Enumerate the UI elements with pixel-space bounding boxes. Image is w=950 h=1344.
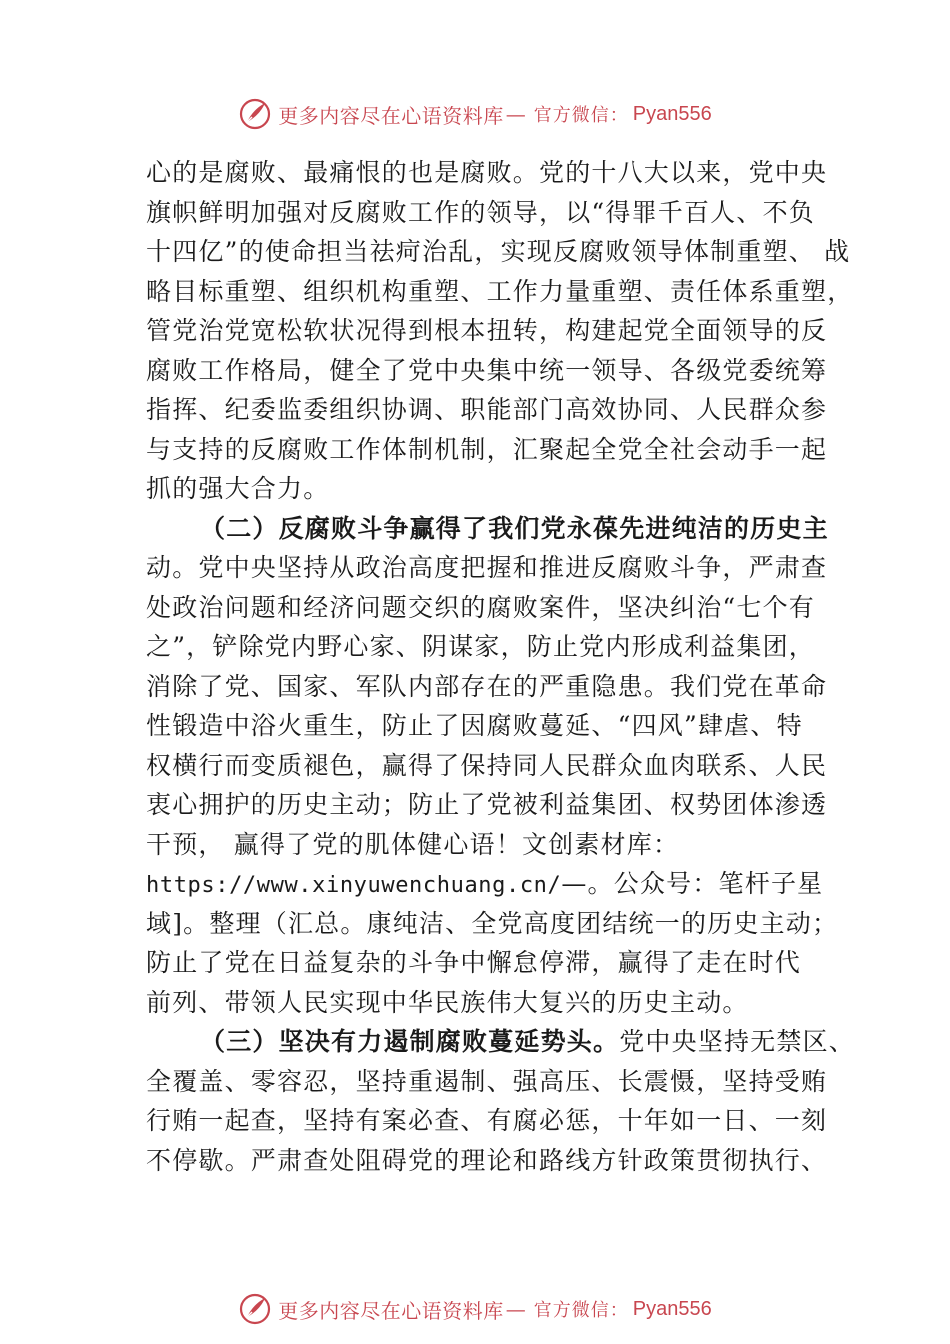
text-line: 处政治问题和经济问题交织的腐败案件，坚决纠治“七个有 bbox=[146, 592, 815, 622]
text-line: 性锻造中浴火重生，防止了因腐败蔓延、“四风”肆虐、特 bbox=[146, 711, 803, 740]
paragraph-2 bbox=[146, 509, 839, 1023]
text-line: 防止了党在日益复杂的斗争中懈怠停滞，赢得了走在时代 bbox=[146, 948, 802, 977]
url-line-tail: —。公众号：笔杆子星 bbox=[561, 869, 824, 898]
text-line: 十四亿”的使命担当祛疴治乱，实现反腐败领导体制重塑、 战 bbox=[146, 237, 851, 266]
text-line: 动。党中央坚持从政治高度把握和推进反腐败斗争，严肃查 bbox=[146, 553, 828, 582]
text-line: 干预， 赢得了党的肌体健心语！文创素材库： bbox=[146, 829, 680, 859]
section-heading-2: （二）反腐败斗争赢得了我们党永葆先进纯洁的历史主 bbox=[200, 513, 829, 543]
text-line: 腐败工作格局，健全了党中央集中统一领导、各级党委统筹 bbox=[146, 355, 828, 385]
paragraph-3 bbox=[146, 1022, 856, 1180]
banner-dash: — bbox=[505, 102, 526, 126]
text-line: 行贿一起查，坚持有案必查、有腐必惩，十年如一日、一刻 bbox=[146, 1106, 828, 1135]
banner-wechat-id: Pyan556 bbox=[632, 1297, 712, 1320]
text-line: 消除了党、国家、军队内部存在的严重隐患。我们党在革命 bbox=[146, 671, 828, 701]
section-heading-3: （三）坚决有力遏制腐败蔓延势头。 bbox=[200, 1027, 620, 1056]
website-url[interactable]: https://www.xinyuwenchuang.cn/ bbox=[146, 873, 562, 898]
text-line: 之”，铲除党内野心家、阴谋家，防止党内形成利益集团， bbox=[146, 632, 815, 661]
text-line: 不停歇。严肃查处阻碍党的理论和路线方针政策贯彻执行、 bbox=[146, 1145, 828, 1175]
text-line: 与支持的反腐败工作体制机制，汇聚起全党全社会动手一起 bbox=[146, 434, 828, 464]
text-line: 衷心拥护的历史主动；防止了党被利益集团、权势团体渗透 bbox=[146, 790, 828, 819]
banner-wechat-label: 官方微信： bbox=[533, 1300, 629, 1321]
text-line-heading-3 bbox=[146, 1022, 856, 1062]
heading-3-rest: 党中央坚持无禁区、 bbox=[619, 1027, 856, 1056]
quill-pen-icon bbox=[238, 1292, 272, 1326]
text-line: 指挥、纪委监委组织协调、职能部门高效协同、人民群众参 bbox=[146, 395, 828, 424]
text-line: 抓的强大合力。 bbox=[146, 474, 330, 503]
banner-wechat-id: Pyan556 bbox=[632, 102, 712, 125]
paragraph-1 bbox=[146, 153, 854, 509]
banner-brand-text: 更多内容尽在心语资料库 bbox=[278, 1298, 504, 1323]
banner-dash: — bbox=[505, 1297, 526, 1321]
banner-wechat-label: 官方微信： bbox=[533, 105, 629, 126]
text-line: 略目标重塑、组织机构重塑、工作力量重塑、责任体系重塑， bbox=[146, 276, 854, 306]
header-watermark-banner bbox=[0, 92, 950, 136]
text-line: 域]。整理（汇总。康纯洁、全党高度团结统一的历史主动； bbox=[146, 908, 839, 938]
footer-watermark-banner bbox=[0, 1287, 950, 1331]
text-line: 心的是腐败、最痛恨的也是腐败。党的十八大以来，党中央 bbox=[146, 158, 828, 187]
text-line: 旗帜鲜明加强对反腐败工作的领导，以“得罪千百人、不负 bbox=[146, 197, 815, 227]
text-line-url bbox=[146, 864, 826, 904]
text-line: 管党治党宽松软状况得到根本扭转，构建起党全面领导的反 bbox=[146, 316, 828, 345]
document-body bbox=[146, 153, 856, 1180]
text-line: 全覆盖、零容忍，坚持重遏制、强高压、长震慑，坚持受贿 bbox=[146, 1066, 828, 1096]
text-line: 权横行而变质褪色，赢得了保持同人民群众血肉联系、人民 bbox=[146, 750, 828, 780]
quill-pen-icon bbox=[238, 97, 272, 131]
banner-brand-text: 更多内容尽在心语资料库 bbox=[278, 103, 504, 128]
text-line: 前列、带领人民实现中华民族伟大复兴的历史主动。 bbox=[146, 987, 749, 1017]
